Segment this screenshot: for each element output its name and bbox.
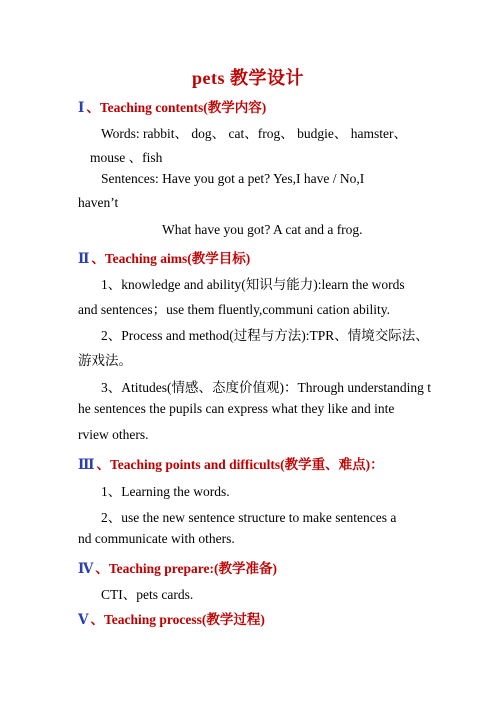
section-heading-prepare [78, 557, 277, 577]
section-separator: 、 [95, 561, 109, 576]
section-heading-aims [78, 247, 250, 267]
section-number: Ⅲ [78, 457, 95, 472]
aim-knowledge-line: 1、knowledge and ability(知识与能力):learn the words [101, 277, 405, 292]
section-number: Ⅴ [78, 612, 89, 627]
aim-process-line: 2、Process and method(过程与方法):TPR、情境交际法、 [101, 328, 429, 343]
section-label: Teaching aims(教学目标) [104, 251, 251, 266]
section-number: Ⅰ [78, 100, 85, 115]
section-separator: 、 [86, 100, 100, 115]
section-label: Teaching prepare:(教学准备) [108, 561, 277, 576]
section-number: Ⅳ [78, 561, 94, 576]
aim-attitudes-line: 3、Atitudes(情感、态度价值观)：Through understanding t [101, 380, 431, 395]
section-separator: 、 [91, 251, 105, 266]
document-title: pets 教学设计 [192, 68, 304, 88]
section-label: Teaching points and difficults(教学重、难点)： [109, 457, 384, 472]
section-heading-points [78, 453, 384, 473]
aim-knowledge-line-cont: and sentences；use them fluently,communi cation ability. [78, 302, 391, 317]
section-label: Teaching contents(教学内容) [99, 100, 267, 115]
section-label: Teaching process(教学过程) [103, 612, 265, 627]
prepare-line: CTI、pets cards. [101, 587, 194, 602]
sentences-line-question: What have you got? A cat and a frog. [162, 222, 363, 237]
point-structure-line-cont: nd communicate with others. [78, 531, 235, 546]
words-line: Words: rabbit、 dog、 cat、frog、 budgie、 hamster、 [101, 126, 407, 141]
section-separator: 、 [96, 457, 110, 472]
sentences-line: Sentences: Have you got a pet? Yes,I have / No,I [101, 171, 365, 186]
sentences-line-cont: haven’t [78, 195, 119, 210]
section-number: Ⅱ [78, 251, 90, 266]
point-words-line: 1、Learning the words. [101, 484, 230, 499]
section-separator: 、 [90, 612, 104, 627]
section-heading-process [78, 608, 265, 628]
aim-process-line-cont: 游戏法。 [78, 353, 132, 368]
section-heading-contents [78, 96, 266, 116]
aim-attitudes-line-cont: he sentences the pupils can express what they like and inte [78, 401, 395, 416]
words-line-cont: mouse 、fish [90, 150, 163, 165]
aim-attitudes-line-end: rview others. [78, 427, 149, 442]
point-structure-line: 2、use the new sentence structure to make sentences a [101, 510, 397, 525]
